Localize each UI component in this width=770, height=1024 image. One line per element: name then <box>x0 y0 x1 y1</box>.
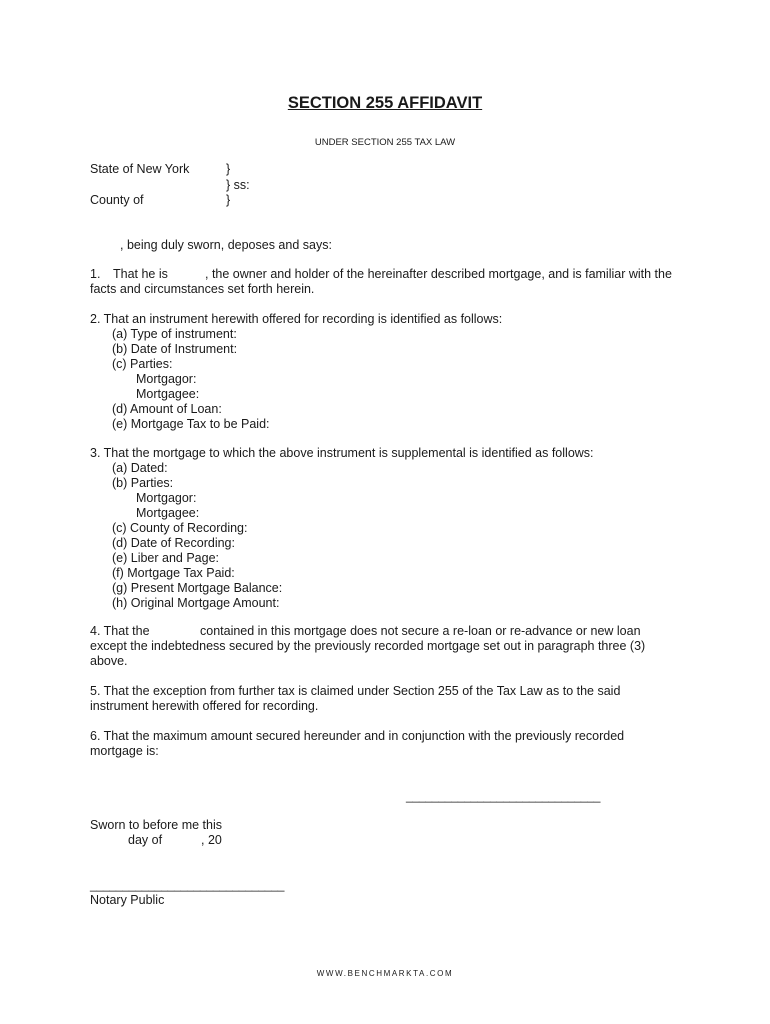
sworn-year: , 20 <box>201 833 222 847</box>
notary-label: Notary Public <box>90 893 165 907</box>
p2-item-a: (a) Type of instrument: <box>112 327 237 341</box>
sworn-day-of: day of <box>128 833 163 847</box>
venue-brace-1: } <box>226 162 231 176</box>
p1-part2: , the owner and holder of the hereinafter described mortgage, and is familiar with the <box>205 267 672 281</box>
p3-item-e: (e) Liber and Page: <box>112 551 220 565</box>
p6-line1: 6. That the maximum amount secured hereunder and in conjunction with the previously recorded <box>90 729 625 743</box>
intro-sentence: , being duly sworn, deposes and says: <box>120 238 332 252</box>
p1-part1: That he is <box>113 267 168 281</box>
p3-heading: 3. That the mortgage to which the above instrument is supplemental is identified as follows: <box>90 446 594 460</box>
p4-part2: contained in this mortgage does not secure a re-loan or re-advance or new loan <box>200 624 641 638</box>
venue-brace-3: } <box>226 193 231 207</box>
p3-item-mortgagor: Mortgagor: <box>136 491 197 505</box>
p2-item-mortgagee: Mortgagee: <box>136 387 200 401</box>
p3-item-b: (b) Parties: <box>112 476 174 490</box>
footer-website: WWW.BENCHMARKTA.COM <box>316 969 454 978</box>
document-subtitle: UNDER SECTION 255 TAX LAW <box>314 137 456 148</box>
p2-item-c: (c) Parties: <box>112 357 173 371</box>
deponent-signature-line: ______________________________ <box>406 789 601 803</box>
p3-list <box>112 461 282 611</box>
document-title: SECTION 255 AFFIDAVIT <box>287 94 483 112</box>
p2-item-d: (d) Amount of Loan: <box>112 402 222 416</box>
p2-list <box>112 327 270 432</box>
venue-state: State of New York <box>90 162 190 176</box>
p3-item-h: (h) Original Mortgage Amount: <box>112 596 280 610</box>
p3-item-g: (g) Present Mortgage Balance: <box>112 581 283 595</box>
p6-line2: mortgage is: <box>90 744 159 758</box>
p2-item-e: (e) Mortgage Tax to be Paid: <box>112 417 270 431</box>
p4-part1: 4. That the <box>90 624 150 638</box>
p5-line2: instrument herewith offered for recording. <box>90 699 319 713</box>
p3-item-mortgagee: Mortgagee: <box>136 506 200 520</box>
sworn-line1: Sworn to before me this <box>90 818 223 832</box>
p3-item-c: (c) County of Recording: <box>112 521 248 535</box>
p3-item-a: (a) Dated: <box>112 461 168 475</box>
p2-item-b: (b) Date of Instrument: <box>112 342 238 356</box>
venue-county: County of <box>90 193 144 207</box>
p4-line2: except the indebtedness secured by the previously recorded mortgage set out in paragraph three (3) <box>90 639 646 653</box>
p1-line2: facts and circumstances set forth herein. <box>90 282 315 296</box>
p5-line1: 5. That the exception from further tax is claimed under Section 255 of the Tax Law as to the said <box>90 684 621 698</box>
venue-brace-ss: } ss: <box>226 178 250 192</box>
p2-item-mortgagor: Mortgagor: <box>136 372 197 386</box>
p3-item-f: (f) Mortgage Tax Paid: <box>112 566 235 580</box>
p4-line3: above. <box>90 654 128 668</box>
p2-heading: 2. That an instrument herewith offered for recording is identified as follows: <box>90 312 503 326</box>
p3-item-d: (d) Date of Recording: <box>112 536 235 550</box>
p1-number: 1. <box>90 267 101 281</box>
notary-signature-line: ______________________________ <box>90 878 285 892</box>
